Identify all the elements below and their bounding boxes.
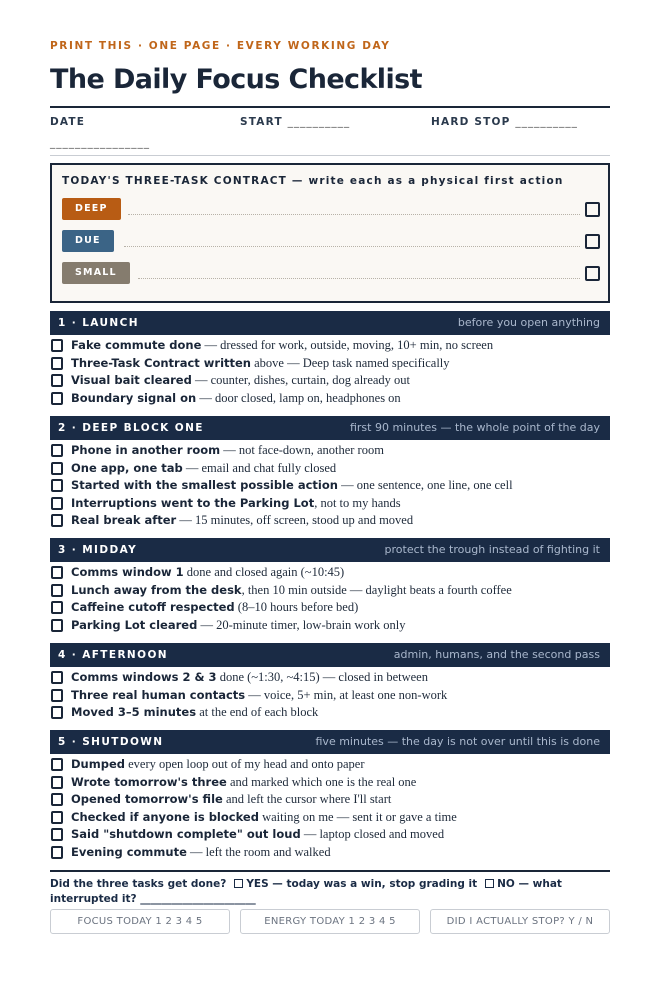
item-lead: Three-Task Contract written [71, 355, 251, 370]
contract-heading: TODAY'S THREE-TASK CONTRACT — write each as a physical first action [62, 175, 564, 187]
section-note: admin, humans, and the second pass [393, 648, 600, 661]
score-row [50, 909, 610, 934]
item-detail: — one sentence, one line, one cell [337, 478, 513, 493]
checklist-item [50, 617, 610, 634]
yes-option: YES — today was a win, stop grading it [246, 878, 478, 890]
title-divider [50, 106, 610, 108]
item-detail: done and closed again (~10:45) [183, 565, 345, 579]
item-text [71, 704, 318, 721]
no-option: NO — what interrupted it? [50, 878, 562, 905]
start-blank[interactable]: __________ [287, 116, 351, 128]
item-text [71, 372, 410, 389]
item-lead: Fake commute done [71, 338, 202, 352]
item-lead: Parking Lot cleared [71, 617, 198, 632]
section-header [50, 311, 610, 335]
checklist-item [50, 477, 610, 494]
section-note: first 90 minutes — the whole point of the day [349, 421, 600, 434]
item-text [71, 337, 493, 354]
item-checkbox[interactable] [51, 444, 63, 457]
yes-checkbox[interactable] [234, 879, 243, 888]
item-detail: — email and chat fully closed [182, 460, 337, 475]
item-text [71, 844, 331, 861]
item-detail: , not to my hands [314, 495, 401, 510]
date-blank[interactable]: ________________ [50, 137, 150, 149]
section-note: before you open anything [457, 316, 600, 329]
item-text [71, 826, 444, 843]
item-detail: — door closed, lamp on, headphones on [196, 390, 401, 405]
item-checkbox[interactable] [51, 776, 63, 789]
item-checkbox[interactable] [51, 339, 63, 352]
checklist-item [50, 809, 610, 826]
item-detail: (8–10 hours before bed) [234, 600, 359, 615]
item-text [71, 495, 401, 512]
item-lead: Comms window 1 [71, 565, 184, 579]
item-lead: One app, one tab [71, 460, 183, 475]
section-note: five minutes — the day is not over until this is done [315, 735, 600, 748]
checklist-item [50, 355, 610, 372]
meta-divider [50, 155, 610, 156]
hard-stop-label: HARD STOP [431, 116, 511, 128]
checklist-item [50, 669, 610, 686]
item-lead: Real break after [71, 513, 177, 528]
question-text: Did the three tasks get done? [50, 878, 227, 890]
section-header [50, 643, 610, 667]
item-lead: Checked if anyone is blocked [71, 809, 259, 824]
page-title: The Daily Focus Checklist [50, 64, 422, 95]
item-lead: Opened tomorrow's file [71, 792, 223, 807]
item-detail: , then 10 min outside — daylight beats a fourth coffee [241, 582, 512, 597]
item-lead: Phone in another room [71, 443, 221, 457]
item-checkbox[interactable] [51, 811, 63, 824]
item-detail: — counter, dishes, curtain, dog already out [191, 373, 411, 388]
item-text [71, 669, 428, 686]
contract-row-deep [62, 198, 602, 222]
section-header [50, 416, 610, 440]
item-text [71, 599, 358, 616]
item-detail: — voice, 5+ min, at least one non-work [245, 687, 448, 702]
stop-score[interactable]: DID I ACTUALLY STOP? Y / N [430, 909, 610, 934]
section-title: 3 · MIDDAY [58, 544, 138, 556]
item-detail: — not face-down, another room [220, 443, 384, 457]
checklist-item [50, 791, 610, 808]
item-checkbox[interactable] [51, 374, 63, 387]
item-text [71, 460, 336, 477]
item-detail: and left the cursor where I'll start [222, 792, 392, 807]
item-checkbox[interactable] [51, 689, 63, 702]
meta-row [50, 116, 610, 156]
item-checkbox[interactable] [51, 601, 63, 614]
item-lead: Boundary signal on [71, 390, 197, 405]
checklist-item [50, 844, 610, 861]
item-checkbox[interactable] [51, 357, 63, 370]
eyebrow: PRINT THIS · ONE PAGE · EVERY WORKING DAY [50, 40, 391, 52]
checklist-item [50, 826, 610, 843]
deep-checkbox[interactable] [585, 202, 600, 217]
item-lead: Said "shutdown complete" out loud [71, 827, 301, 842]
item-lead: Dumped [71, 757, 125, 771]
contract-row-due [62, 230, 602, 254]
checklist-item [50, 599, 610, 616]
item-checkbox[interactable] [51, 828, 63, 841]
item-text [71, 390, 401, 407]
section-note: protect the trough instead of fighting it [384, 543, 600, 556]
item-lead: Caffeine cutoff respected [71, 600, 235, 615]
contract-row-small [62, 262, 602, 286]
item-detail: done (~1:30, ~4:15) — closed in between [216, 670, 428, 684]
item-detail: — left the room and walked [186, 845, 331, 859]
item-checkbox[interactable] [51, 497, 63, 510]
due-task-line[interactable] [124, 246, 580, 247]
item-detail: — 20-minute timer, low-brain work only [197, 617, 406, 632]
item-checkbox[interactable] [51, 758, 63, 771]
item-lead: Comms windows 2 & 3 [71, 670, 217, 684]
checklist-item [50, 460, 610, 477]
focus-score[interactable]: FOCUS TODAY 1 2 3 4 5 [50, 909, 230, 934]
checklist-item [50, 774, 610, 791]
checklist-item [50, 687, 610, 704]
section-title: 5 · SHUTDOWN [58, 736, 164, 748]
item-lead: Wrote tomorrow's three [71, 774, 227, 789]
item-checkbox[interactable] [51, 793, 63, 806]
checklist-item [50, 495, 610, 512]
item-text [71, 582, 512, 599]
item-detail: — dressed for work, outside, moving, 10+ min, no screen [201, 338, 494, 352]
item-text [71, 687, 447, 704]
item-lead: Lunch away from the desk [71, 582, 242, 597]
checklist-item [50, 442, 610, 459]
item-lead: Visual bait cleared [71, 373, 192, 388]
item-text [71, 512, 413, 529]
footer-divider [50, 870, 610, 872]
small-task-line[interactable] [138, 278, 580, 279]
checklist-item [50, 582, 610, 599]
item-text [71, 809, 457, 826]
three-task-contract [50, 163, 610, 303]
no-checkbox[interactable] [485, 879, 494, 888]
item-detail: every open loop out of my head and onto paper [124, 757, 365, 771]
item-text [71, 617, 405, 634]
item-detail: at the end of each block [196, 705, 319, 720]
item-detail: waiting on me — sent it or gave a time [258, 809, 457, 824]
item-lead: Started with the smallest possible action [71, 478, 338, 493]
section-header [50, 538, 610, 562]
checklist-item [50, 564, 610, 581]
item-checkbox[interactable] [51, 479, 63, 492]
small-tag: SMALL [62, 262, 130, 284]
item-detail: — laptop closed and moved [300, 827, 445, 842]
item-text [71, 355, 450, 372]
item-detail: above — Deep task named specifically [251, 355, 450, 370]
item-checkbox[interactable] [51, 462, 63, 475]
checklist-item [50, 512, 610, 529]
item-checkbox[interactable] [51, 671, 63, 684]
item-lead: Moved 3–5 minutes [71, 705, 197, 720]
item-checkbox[interactable] [51, 392, 63, 405]
section-title: 1 · LAUNCH [58, 317, 139, 329]
item-lead: Three real human contacts [71, 687, 246, 702]
item-checkbox[interactable] [51, 706, 63, 719]
item-text [71, 756, 365, 773]
item-checkbox[interactable] [51, 514, 63, 527]
item-lead: Interruptions went to the Parking Lot [71, 495, 315, 510]
section-title: 4 · AFTERNOON [58, 649, 168, 661]
item-text [71, 564, 344, 581]
due-checkbox[interactable] [585, 234, 600, 249]
item-text [71, 442, 384, 459]
checklist-item [50, 704, 610, 721]
item-lead: Evening commute [71, 845, 187, 859]
start-label: START [240, 116, 283, 128]
item-checkbox[interactable] [51, 846, 63, 859]
checklist-item [50, 337, 610, 354]
section-header [50, 730, 610, 754]
outcome-question [50, 877, 610, 907]
interrupt-blank[interactable]: ______________________ [140, 893, 256, 905]
deep-tag: DEEP [62, 198, 121, 220]
small-checkbox[interactable] [585, 266, 600, 281]
item-text [71, 774, 416, 791]
date-label: DATE [50, 116, 86, 128]
hard-stop-blank[interactable]: __________ [515, 116, 578, 128]
item-checkbox[interactable] [51, 566, 63, 579]
section-title: 2 · DEEP BLOCK ONE [58, 422, 204, 434]
item-detail: and marked which one is the real one [226, 774, 417, 789]
energy-score[interactable]: ENERGY TODAY 1 2 3 4 5 [240, 909, 420, 934]
item-detail: — 15 minutes, off screen, stood up and moved [176, 513, 414, 528]
deep-task-line[interactable] [128, 214, 580, 215]
checklist-item [50, 756, 610, 773]
item-checkbox[interactable] [51, 584, 63, 597]
item-checkbox[interactable] [51, 619, 63, 632]
checklist-item [50, 390, 610, 407]
due-tag: DUE [62, 230, 114, 252]
item-text [71, 477, 513, 494]
item-text [71, 791, 391, 808]
checklist-item [50, 372, 610, 389]
